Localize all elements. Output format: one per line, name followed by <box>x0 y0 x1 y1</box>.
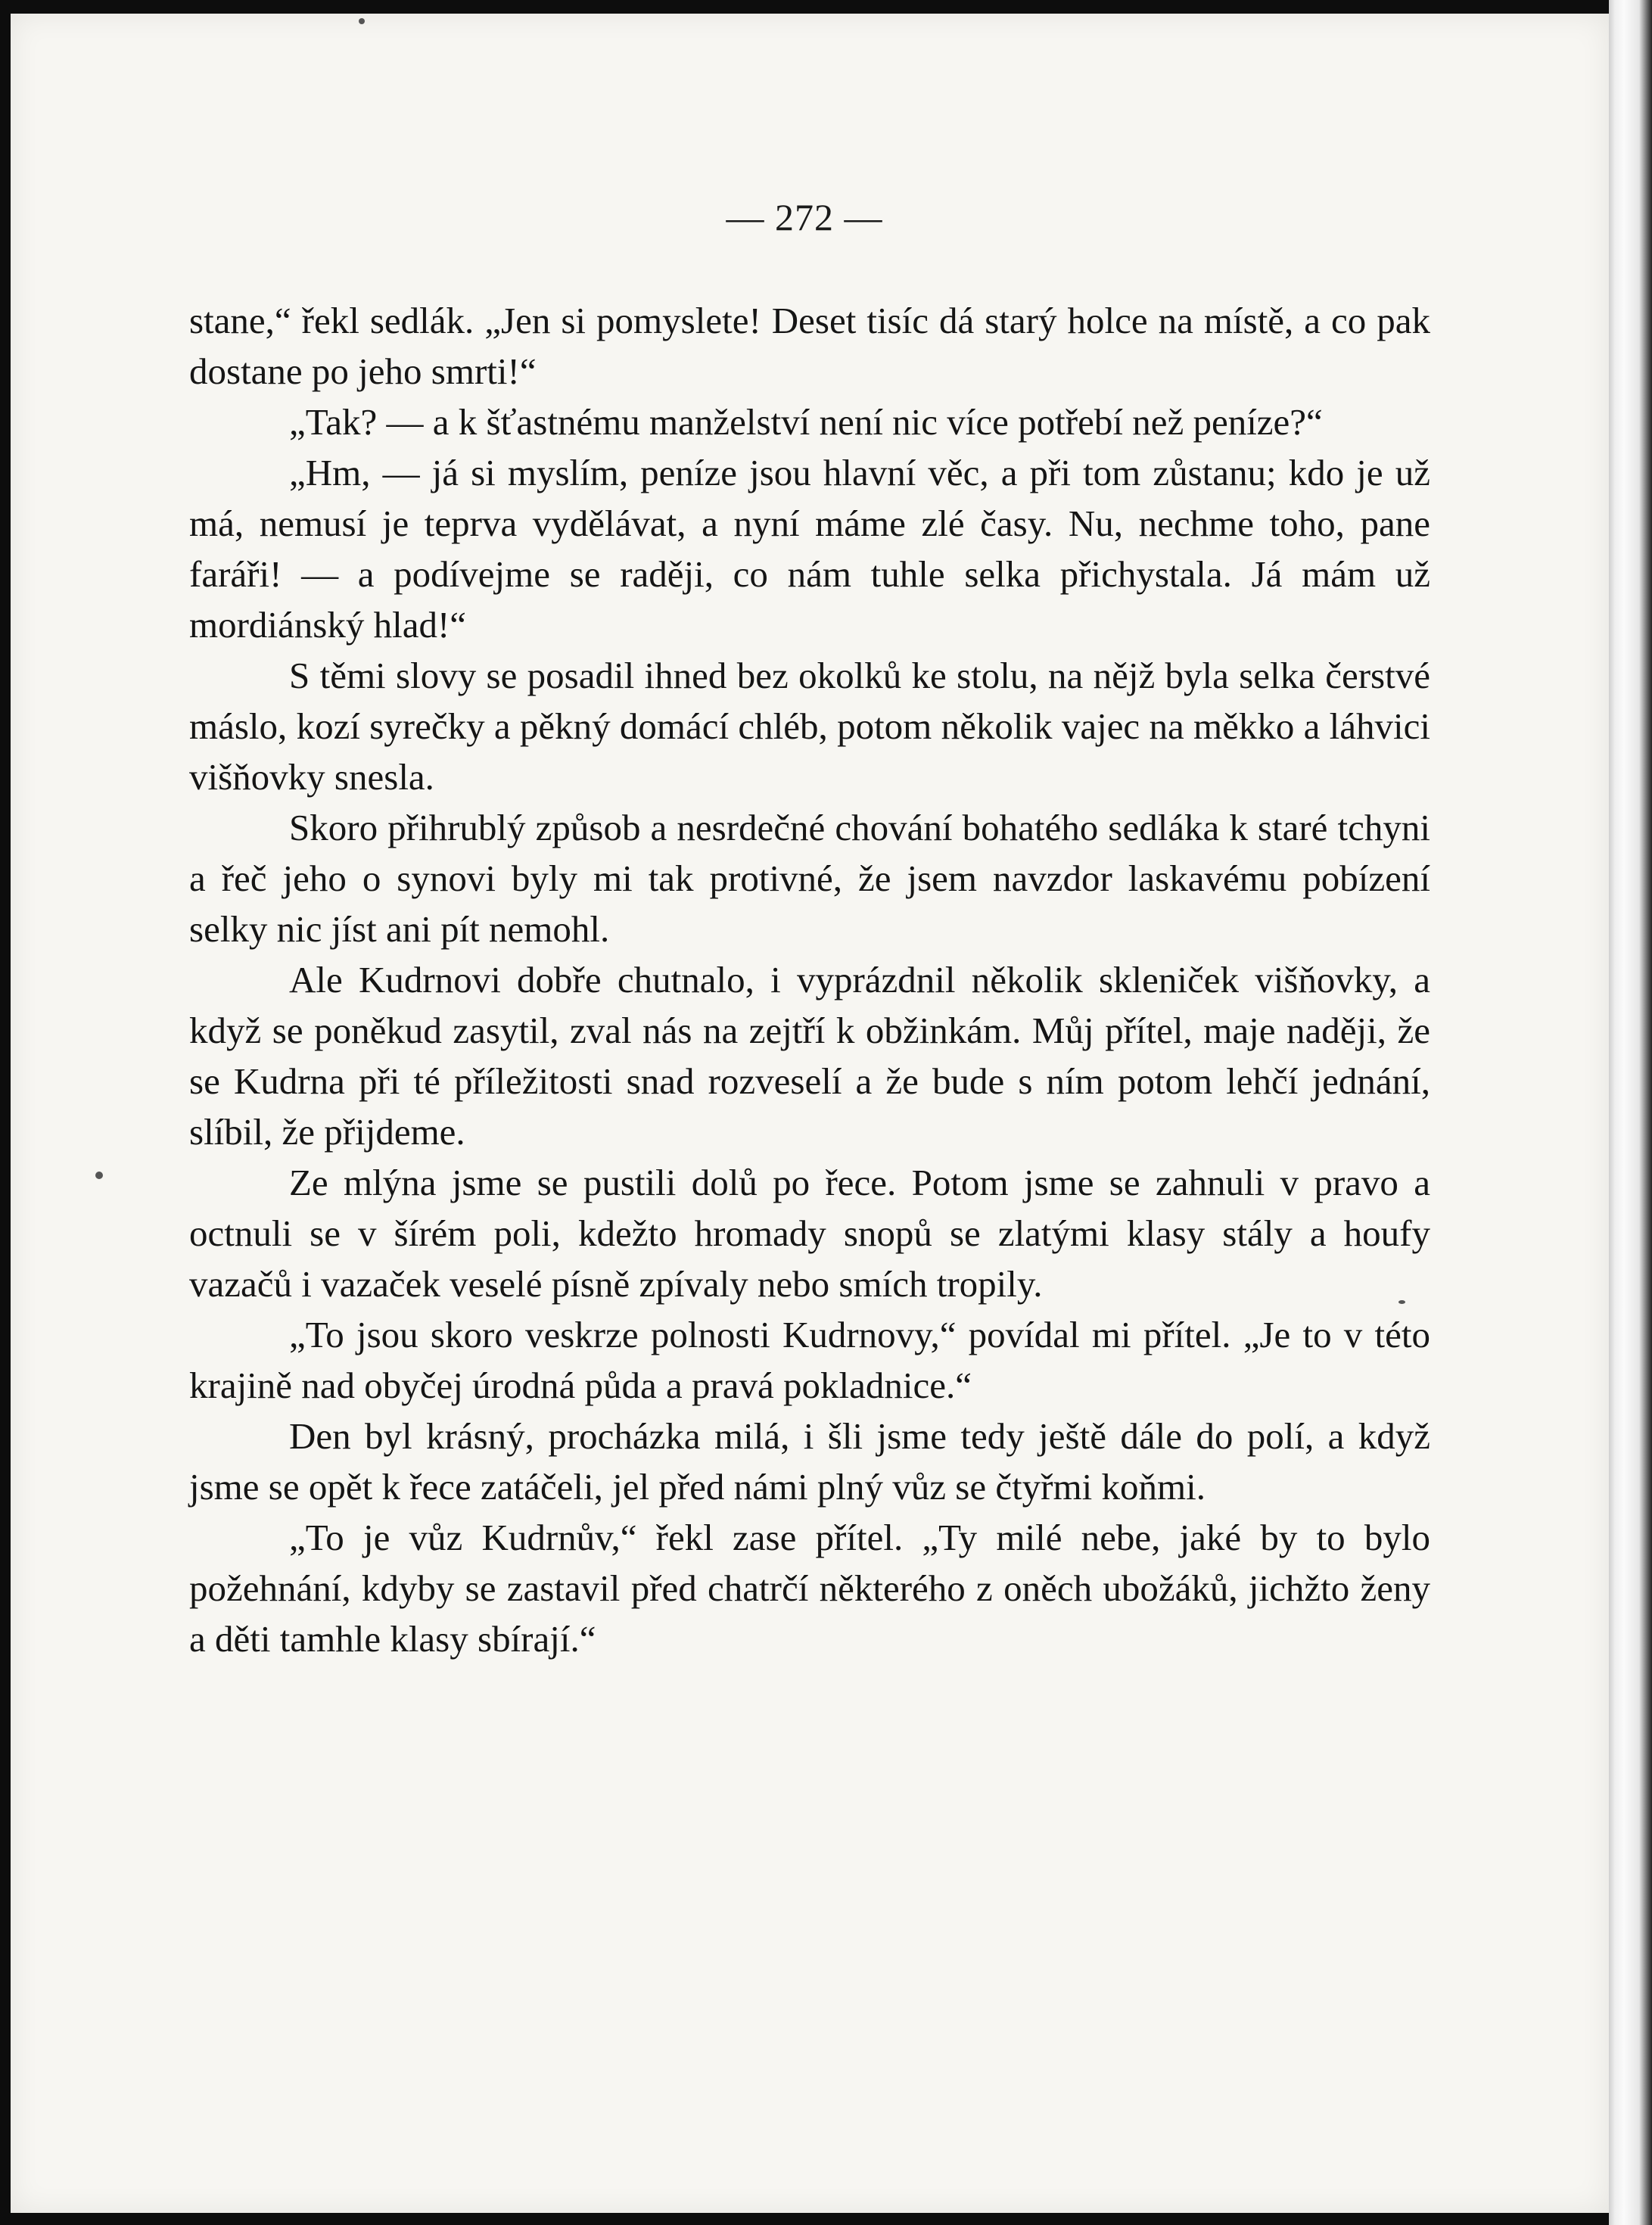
paper-speck <box>95 1172 103 1179</box>
body-text <box>189 295 1430 1664</box>
paragraph: „To jsou skoro veskrze polnosti Kudrnovy,“ povídal mi přítel. „Je to v této krajině nad obyčej úrodná půda a pravá pokladnice.“ <box>189 1314 1430 1406</box>
paragraph: „Tak? — a k šťastnému manželství není nic více potřebí než peníze?“ <box>289 401 1323 443</box>
paragraph: „Hm, — já si myslím, peníze jsou hlavní věc, a při tom zůstanu; kdo je už má, nemusí je teprva vydělávat, a nyní máme zlé časy. Nu, nechme toho, pane faráři! — a podívejme se raději, co nám tuhle selka přichystala. Já mám už mordiánský hlad!“ <box>189 452 1430 646</box>
paragraph: Ale Kudrnovi dobře chutnalo, i vyprázdnil několik skleniček višňovky, a když se poněkud zasytil, zval nás na zejtří k obžinkám. Můj přítel, maje naději, že se Kudrna při té příležitosti snad rozveselí a že bude s ním potom lehčí jednání, slíbil, že přijdeme. <box>189 959 1430 1153</box>
paragraph: Den byl krásný, procházka milá, i šli jsme tedy ještě dále do polí, a když jsme se opět k řece zatáčeli, jel před námi plný vůz se čtyřmi koňmi. <box>189 1415 1430 1508</box>
paragraph: stane,“ řekl sedlák. „Jen si pomyslete! Deset tisíc dá starý holce na místě, a co pak dostane po jeho smrti!“ <box>189 300 1430 392</box>
paragraph: Ze mlýna jsme se pustili dolů po řece. Potom jsme se zahnuli v pravo a octnuli se v šírém poli, kdežto hromady snopů se zlatými klasy stály a houfy vazačů i vazaček veselé písně zpívaly nebo smích tropily. <box>189 1162 1430 1305</box>
paper-speck <box>359 18 365 24</box>
paragraph: S těmi slovy se posadil ihned bez okolků ke stolu, na nějž byla selka čerstvé máslo, kozí syrečky a pěkný domácí chléb, potom několik vajec na měkko a láhvici višňovky snesla. <box>189 655 1430 798</box>
paragraph: „To je vůz Kudrnův,“ řekl zase přítel. „Ty milé nebe, jaké by to bylo požehnání, kdyby se zastavil před chatrčí některého z oněch ubožáků, jichžto ženy a děti tamhle klasy sbírají.“ <box>189 1517 1430 1660</box>
page-number: — 272 — <box>726 196 883 238</box>
scan-top-edge <box>0 0 1652 14</box>
page-edge-shadow <box>1609 0 1652 2225</box>
paragraph: Skoro přihrublý způsob a nesrdečné chování bohatého sedláka k staré tchyni a řeč jeho o synovi byly mi tak protivné, že jsem navzdor laskavému pobízení selky nic jíst ani pít nemohl. <box>189 807 1430 950</box>
